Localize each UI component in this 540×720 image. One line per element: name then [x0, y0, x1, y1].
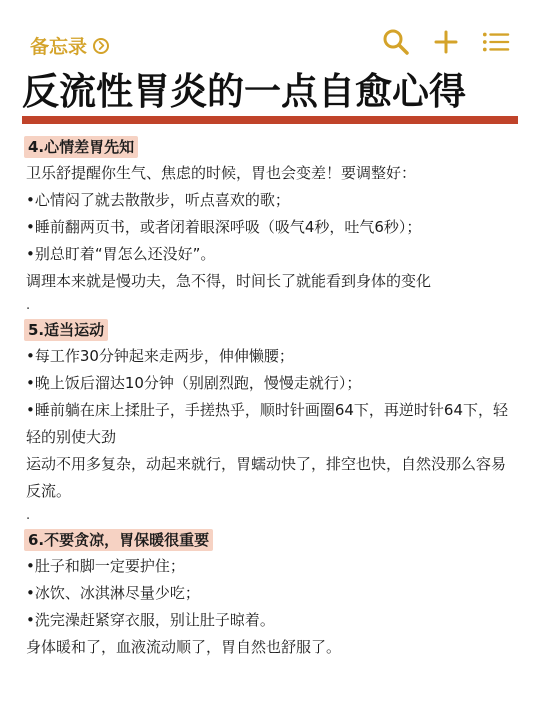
- text-line: •每工作30分钟起来走两步，伸伸懒腰；: [26, 347, 294, 365]
- text-line: •心情闷了就去散散步，听点喜欢的歌；: [26, 191, 290, 209]
- section-heading: 6.不要贪凉，胃保暖很重要: [24, 529, 213, 551]
- separator: .: [26, 298, 31, 313]
- separator: .: [26, 508, 31, 523]
- text-line: 调理本来就是慢功夫，急不得，时间长了就能看到身体的变化: [26, 272, 432, 290]
- text-line: •睡前躺在床上揉肚子，手搓热乎，顺时针画圈64下，再逆时针64下，轻轻的别使大劲: [26, 401, 509, 446]
- back-label: 备忘录: [30, 36, 88, 58]
- note-body: [26, 134, 516, 661]
- page-title: 反流性胃炎的一点自愈心得: [22, 70, 466, 113]
- section-heading: 4.心情差胃先知: [24, 136, 138, 158]
- text-line: •肚子和脚一定要护住；: [26, 557, 185, 575]
- text-line: •睡前翻两页书，或者闭着眼深呼吸（吸气4秒，吐气6秒）；: [26, 218, 422, 236]
- text-line: 运动不用多复杂，动起来就行，胃蠕动快了，排空也快，自然没那么容易反流。: [26, 455, 507, 500]
- text-line: 身体暖和了，血液流动顺了，胃自然也舒服了。: [26, 638, 342, 656]
- text-line: •洗完澡赶紧穿衣服，别让肚子晾着。: [26, 611, 275, 629]
- search-icon[interactable]: [382, 28, 410, 56]
- text-line: •冰饮、冰淇淋尽量少吃；: [26, 584, 200, 602]
- plus-icon[interactable]: [432, 28, 460, 56]
- text-line: •晚上饭后溜达10分钟（别剧烈跑，慢慢走就行）；: [26, 374, 362, 392]
- back-button[interactable]: [30, 32, 109, 59]
- section-5: [26, 317, 516, 527]
- chevron-right-icon: [93, 38, 109, 54]
- text-line: •别总盯着“胃怎么还没好”。: [26, 245, 216, 263]
- list-icon[interactable]: [482, 28, 510, 56]
- title-block: [22, 66, 518, 124]
- section-4: [26, 134, 516, 317]
- section-heading: 5.适当运动: [24, 319, 108, 341]
- text-line: 卫乐舒提醒你生气、焦虑的时候，胃也会变差！要调整好：: [26, 164, 417, 182]
- section-6: [26, 527, 516, 661]
